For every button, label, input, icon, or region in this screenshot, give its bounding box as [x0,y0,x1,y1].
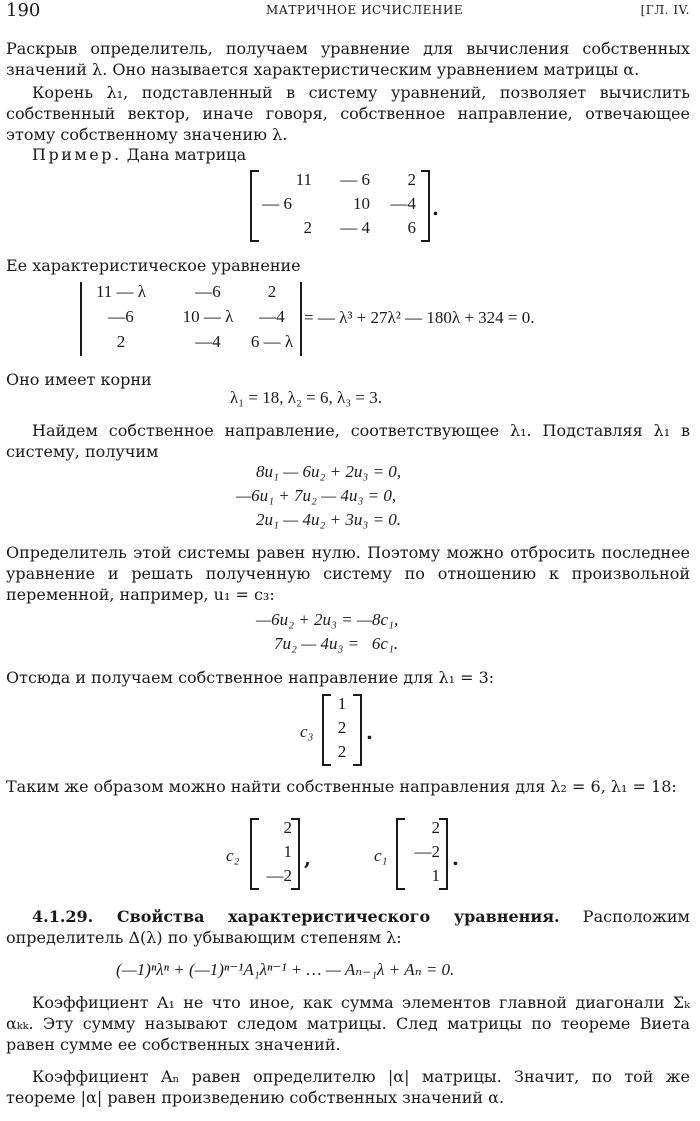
vec1-coef: c₁ [374,846,388,865]
paragraph-3: Найдем собственное направление, соответствующее λ₁. Подставляя λ₁ в систему, получим [6,421,690,461]
vector-cell: 2 [431,818,440,837]
vec2-coef: c₂ [226,846,240,865]
right-bracket [421,170,430,242]
det-cell: 11 — λ [95,282,147,301]
matrix-end: . [432,196,439,220]
vector-cell: —2 [414,842,440,861]
vector-c1 [396,818,448,890]
det-cell: 2 [116,332,126,351]
char-eq-intro: Ее характеристическое уравнение [6,256,301,275]
det-right-bar [300,282,302,356]
section-4-1-29 [6,906,690,948]
system2-eq1: —6u₂ + 2u₃ = —8c₁, [256,610,399,629]
system1-eq2: —6u₁ + 7u₂ — 4u₃ = 0, [236,486,397,505]
right-bracket [291,818,300,890]
char-determinant [80,282,302,356]
vec2-end: , [304,846,311,870]
det-cell: 6 — λ [250,332,294,351]
vector-cell: —2 [266,866,292,885]
section-text: Расположим определитель Δ(λ) по убывающим степеням λ: [6,907,690,947]
char-polynomial: (—1)ⁿλⁿ + (—1)ⁿ⁻¹A₁λⁿ⁻¹ + … — Aₙ₋₁λ + Aₙ = 0. [116,960,455,979]
matrix-cell: — 4 [340,218,370,237]
matrix-cell: —4 [390,194,416,213]
roots: λ₁ = 18, λ₂ = 6, λ₃ = 3. [230,388,383,407]
example-text: Дана матрица [121,145,247,164]
det-cell: —4 [195,332,221,351]
page-header [6,0,690,26]
right-bracket [439,818,448,890]
system1-eq3: 2u₁ — 4u₂ + 3u₃ = 0. [256,510,402,529]
matrix-cell: — 6 [340,170,370,189]
matrix-cell: 6 [407,218,416,237]
section-title: 4.1.29. Свойства характеристического уравнения. [32,907,560,926]
matrix-cell: 10 [353,194,370,213]
matrix-cell: 2 [303,218,312,237]
vector-cell: 1 [337,694,347,713]
vector-c2 [250,818,300,890]
system1-eq1: 8u₁ — 6u₂ + 2u₃ = 0, [256,462,402,481]
paragraph-2: Корень λ₁, подставленный в систему уравнений, позволяет вычислить собственный вектор, иначе говоря, собственное направление, отвечающее этому собственному значению λ. [6,83,690,144]
vec3-end: . [366,720,373,744]
matrix-cell: 11 [295,170,312,189]
det-cell: —4 [259,307,285,326]
paragraph-7: Коэффициент A₁ не что иное, как сумма элементов главной диагонали Σₖ αₖₖ. Эту сумму называют следом матрицы. След матрицы по теореме Виета равен сумме ее собственных значений. [6,993,690,1054]
det-cell: —6 [108,307,134,326]
det-cell: —6 [195,282,221,301]
matrix-a [250,170,430,242]
paragraph-8: Коэффициент Aₙ равен определителю |α| матрицы. Значит, по той же теореме |α| равен произведению собственных значений α. [6,1067,690,1107]
vec3-coef: c₃ [300,722,314,741]
det-cell: 10 — λ [182,307,234,326]
paragraph-1: Раскрыв определитель, получаем уравнение для вычисления собственных значений λ. Оно называется характеристическим уравнением матрицы α. [6,39,690,79]
chapter-label: [ГЛ. IV. [640,3,690,17]
det-left-bar [80,282,82,356]
vec1-end: . [452,846,459,870]
vector-cell: 2 [337,718,347,737]
vector-cell: 1 [283,842,292,861]
vector-cell: 2 [283,818,292,837]
example-line [32,145,246,164]
paragraph-5: Отсюда и получаем собственное направление для λ₁ = 3: [6,668,495,687]
system2-eq2: 7u₂ — 4u₃ = 6c₁. [274,634,399,653]
vector-cell: 1 [431,866,440,885]
example-label: Пример. [32,145,122,164]
page-number: 190 [6,0,41,21]
vector-cell: 2 [337,742,347,761]
vector-c3 [322,694,362,766]
matrix-cell: 2 [407,170,416,189]
running-title: МАТРИЧНОЕ ИСЧИСЛЕНИЕ [266,3,464,17]
det-cell: 2 [267,282,277,301]
paragraph-6: Таким же образом можно найти собственные направления для λ₂ = 6, λ₁ = 18: [6,777,677,796]
roots-intro: Оно имеет корни [6,370,152,389]
char-poly-rhs: = — λ³ + 27λ² — 180λ + 324 = 0. [304,308,535,327]
matrix-cell: — 6 [262,194,292,213]
paragraph-4: Определитель этой системы равен нулю. Поэтому можно отбросить последнее уравнение и решать полученную систему по отношению к произвольной переменной, например, u₁ = c₃: [6,543,690,604]
